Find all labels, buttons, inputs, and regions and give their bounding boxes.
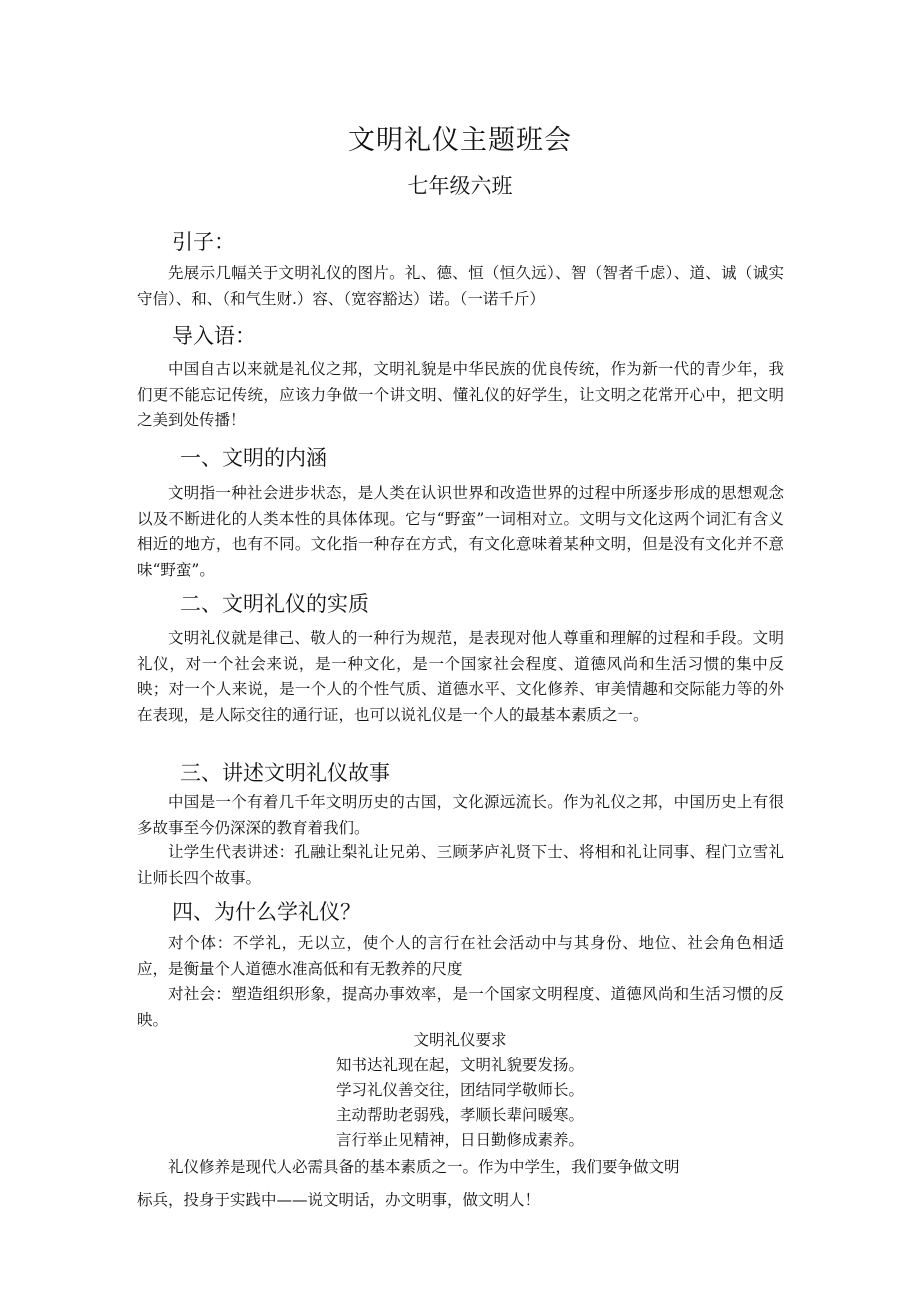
poem-title: 文明礼仪要求 [413, 1031, 507, 1049]
section4-paragraph-2: 对社会：塑造组织形象，提高办事效率，是一个国家文明程度、道德风尚和生活习惯的反映。 [137, 985, 784, 1029]
poem-line: 知书达礼现在起，文明礼貌要发扬。 [335, 1056, 584, 1074]
poem-block [0, 1028, 920, 1153]
closing-line-2: 标兵，投身于实践中——说文明话，办文明事，做文明人！ [137, 1191, 541, 1209]
section1-paragraph: 文明指一种社会进步状态，是人类在认识世界和改造世界的过程中所逐步形成的思想观念以及不断进化的人类本性的具体体现。它与“野蛮”一词相对立。文明与文化这两个词汇有含义相近的地方，也有不同。文化指一种存在方式，有文化意味着某种文明，但是没有文化并不意味“野蛮”。 [137, 484, 784, 579]
section1-heading: 一、文明的内涵 [180, 446, 327, 470]
poem-line: 言行举止见精神，日日勤修成素养。 [335, 1131, 584, 1149]
page-title: 文明礼仪主题班会 [348, 125, 572, 156]
lead-paragraph: 中国自古以来就是礼仪之邦，文明礼貌是中华民族的优良传统，作为新一代的青少年，我们更不能忘记传统，应该力争做一个讲文明、懂礼仪的好学生，让文明之花常开心中，把文明之美到处传播！ [137, 360, 784, 429]
lead-heading: 导入语： [172, 324, 256, 348]
section3-heading: 三、讲述文明礼仪故事 [180, 761, 390, 785]
page-subtitle: 七年级六班 [407, 174, 513, 198]
section3-paragraph-1: 中国是一个有着几千年文明历史的古国，文化源远流长。作为礼仪之邦，中国历史上有很多故事至今仍深深的教育着我们。 [137, 793, 784, 837]
section2-paragraph: 文明礼仪就是律己、敬人的一种行为规范，是表现对他人尊重和理解的过程和手段。文明礼仪，对一个社会来说，是一种文化，是一个国家社会程度、道德风尚和生活习惯的集中反映；对一个人来说，是一个人的个性气质、道德水平、文化修养、审美情趣和交际能力等的外在表现，是人际交往的通行证，也可以说礼仪是一个人的最基本素质之一。 [137, 629, 784, 724]
poem-line: 主动帮助老弱残，孝顺长辈问暖寒。 [335, 1106, 584, 1124]
section4-heading: 四、为什么学礼仪？ [172, 900, 361, 924]
intro-heading: 引子： [172, 230, 235, 254]
section2-heading: 二、文明礼仪的实质 [180, 592, 369, 616]
intro-paragraph: 先展示几幅关于文明礼仪的图片。礼、德、恒（恒久远）、智（智者千虑）、道、诚（诚实守信）、和、（和气生财.）容、（宽容豁达）诺。（一诺千斤） [137, 264, 784, 308]
closing-line-1: 礼仪修养是现代人必需具备的基本素质之一。作为中学生，我们要争做文明 [168, 1158, 680, 1176]
section4-paragraph-1: 对个体：不学礼，无以立，使个人的言行在社会活动中与其身份、地位、社会角色相适应，是衡量个人道德水准高低和有无教养的尺度 [137, 934, 784, 978]
section3-paragraph-2: 让学生代表讲述：孔融让梨礼让兄弟、三顾茅庐礼贤下士、将相和礼让同事、程门立雪礼让师长四个故事。 [137, 843, 784, 887]
poem-line: 学习礼仪善交往，团结同学敬师长。 [335, 1081, 584, 1099]
